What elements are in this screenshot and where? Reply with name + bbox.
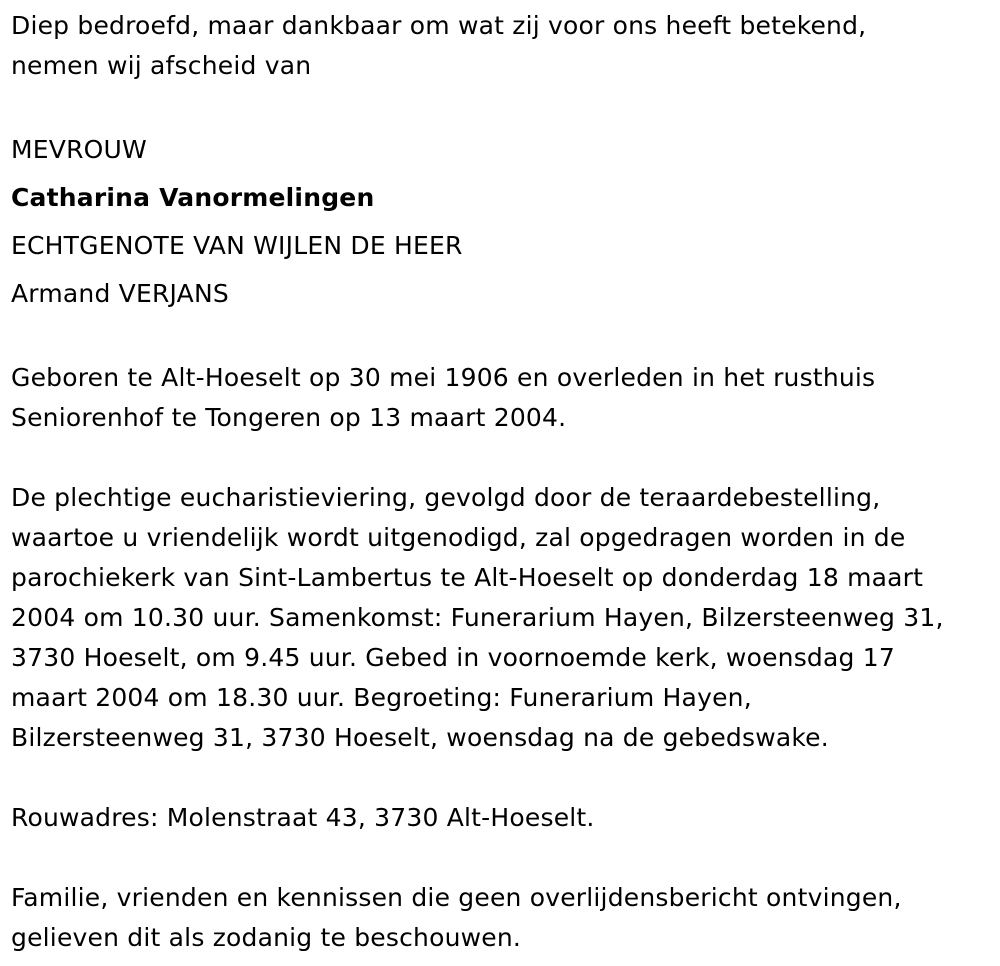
deceased-block bbox=[11, 126, 996, 318]
ceremony-line: 3730 Hoeselt, om 9.45 uur. Gebed in voornoemde kerk, woensdag 17 bbox=[11, 643, 895, 672]
spacer bbox=[11, 838, 996, 878]
spacer bbox=[11, 318, 996, 358]
closing-paragraph bbox=[11, 878, 996, 958]
spacer bbox=[11, 758, 996, 798]
address-paragraph bbox=[11, 798, 996, 838]
birth-death-paragraph bbox=[11, 358, 996, 438]
ceremony-paragraph bbox=[11, 478, 996, 758]
birth-death-line: Seniorenhof te Tongeren op 13 maart 2004. bbox=[11, 403, 567, 432]
birth-death-line: Geboren te Alt-Hoeselt op 30 mei 1906 en overleden in het rusthuis bbox=[11, 363, 876, 392]
mourning-address: Rouwadres: Molenstraat 43, 3730 Alt-Hoeselt. bbox=[11, 803, 595, 832]
deceased-relation: ECHTGENOTE VAN WIJLEN DE HEER bbox=[11, 231, 463, 260]
spouse-name: Armand VERJANS bbox=[11, 279, 229, 308]
ceremony-line: 2004 om 10.30 uur. Samenkomst: Funerarium Hayen, Bilzersteenweg 31, bbox=[11, 603, 944, 632]
ceremony-line: maart 2004 om 18.30 uur. Begroeting: Funerarium Hayen, bbox=[11, 683, 752, 712]
obituary-notice bbox=[11, 6, 996, 958]
intro-paragraph bbox=[11, 6, 996, 86]
ceremony-line: waartoe u vriendelijk wordt uitgenodigd, zal opgedragen worden in de bbox=[11, 523, 906, 552]
ceremony-line: parochiekerk van Sint-Lambertus te Alt-Hoeselt op donderdag 18 maart bbox=[11, 563, 924, 592]
ceremony-line: De plechtige eucharistieviering, gevolgd door de teraardebestelling, bbox=[11, 483, 881, 512]
closing-line: gelieven dit als zodanig te beschouwen. bbox=[11, 923, 522, 952]
intro-line: Diep bedroefd, maar dankbaar om wat zij voor ons heeft betekend, bbox=[11, 11, 867, 40]
spacer bbox=[11, 438, 996, 478]
ceremony-line: Bilzersteenweg 31, 3730 Hoeselt, woensdag na de gebedswake. bbox=[11, 723, 829, 752]
closing-line: Familie, vrienden en kennissen die geen overlijdensbericht ontvingen, bbox=[11, 883, 902, 912]
deceased-name: Catharina Vanormelingen bbox=[11, 183, 375, 212]
intro-line: nemen wij afscheid van bbox=[11, 51, 312, 80]
spacer bbox=[11, 86, 996, 126]
deceased-title: MEVROUW bbox=[11, 135, 147, 164]
